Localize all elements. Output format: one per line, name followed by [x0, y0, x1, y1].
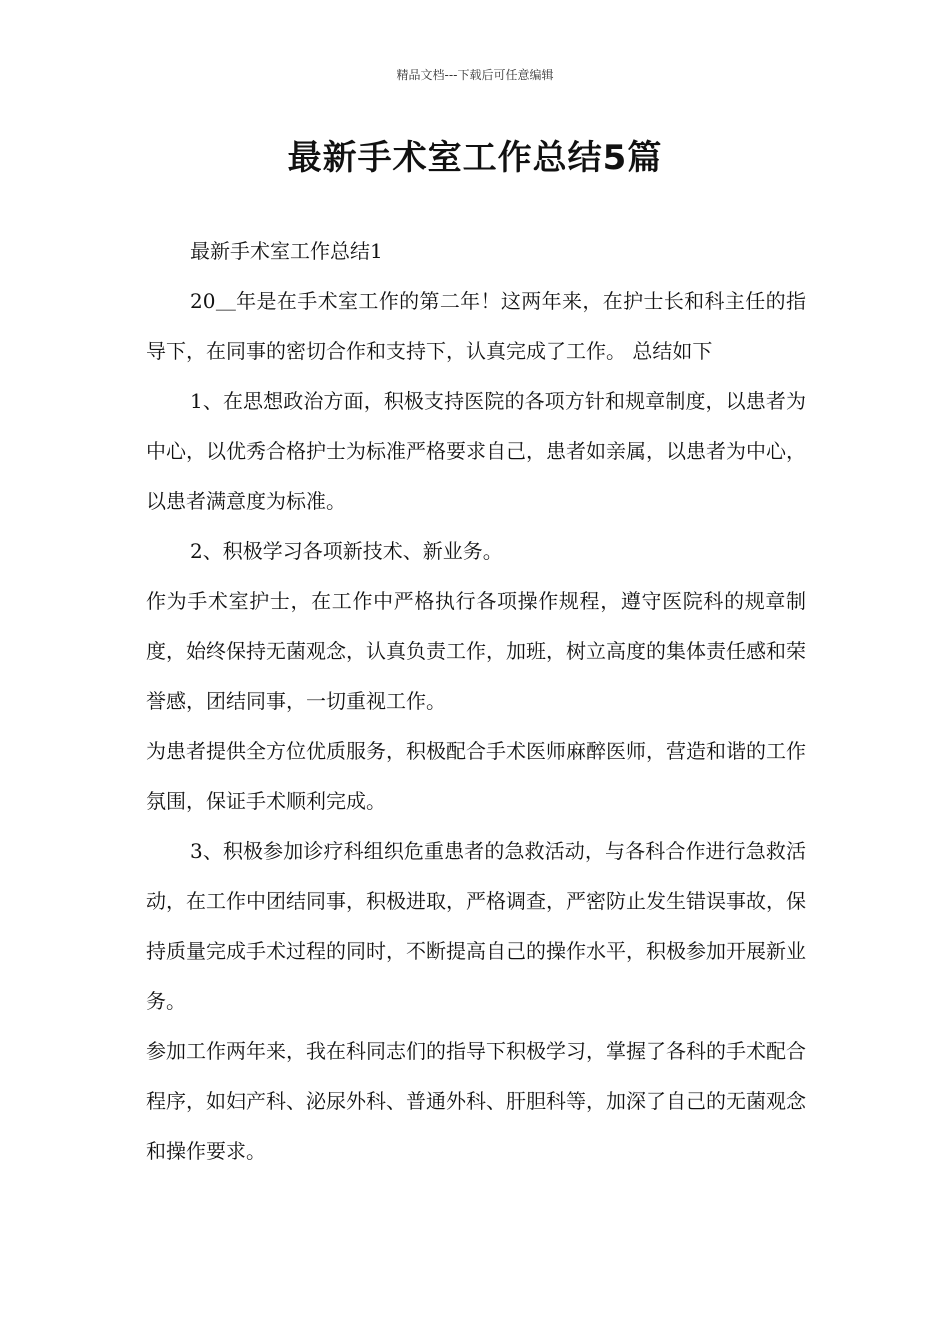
paragraph-body-1: 作为手术室护士，在工作中严格执行各项操作规程，遵守医院科的规章制度，始终保持无菌观念，认真负责工作，加班，树立高度的集体责任感和荣誉感，团结同事，一切重视工作。	[146, 589, 806, 713]
paragraph-point-1: 1、在思想政治方面，积极支持医院的各项方针和规章制度，以患者为中心，以优秀合格护士为标准严格要求自己，患者如亲属，以患者为中心，以患者满意度为标准。	[146, 389, 806, 513]
page-header-note: 精品文档---下载后可任意编辑	[396, 68, 554, 82]
paragraph-point-2: 2、积极学习各项新技术、新业务。	[190, 539, 503, 563]
document-body	[146, 226, 806, 1176]
paragraph-body-3: 参加工作两年来，我在科同志们的指导下积极学习，掌握了各科的手术配合程序，如妇产科、泌尿外科、普通外科、肝胆科等，加深了自己的无菌观念和操作要求。	[146, 1039, 806, 1163]
paragraph-intro: 20＿年是在手术室工作的第二年！这两年来，在护士长和科主任的指导下，在同事的密切合作和支持下，认真完成了工作。 总结如下	[146, 289, 806, 363]
paragraph-section-heading: 最新手术室工作总结1	[190, 239, 383, 263]
paragraph-body-2: 为患者提供全方位优质服务，积极配合手术医师麻醉医师，营造和谐的工作氛围，保证手术顺利完成。	[146, 739, 806, 813]
paragraph-point-3: 3、积极参加诊疗科组织危重患者的急救活动，与各科合作进行急救活动，在工作中团结同事，积极进取，严格调查，严密防止发生错误事故，保持质量完成手术过程的同时，不断提高自己的操作水平，积极参加开展新业务。	[146, 839, 806, 1013]
document-title: 最新手术室工作总结5篇	[287, 138, 663, 178]
